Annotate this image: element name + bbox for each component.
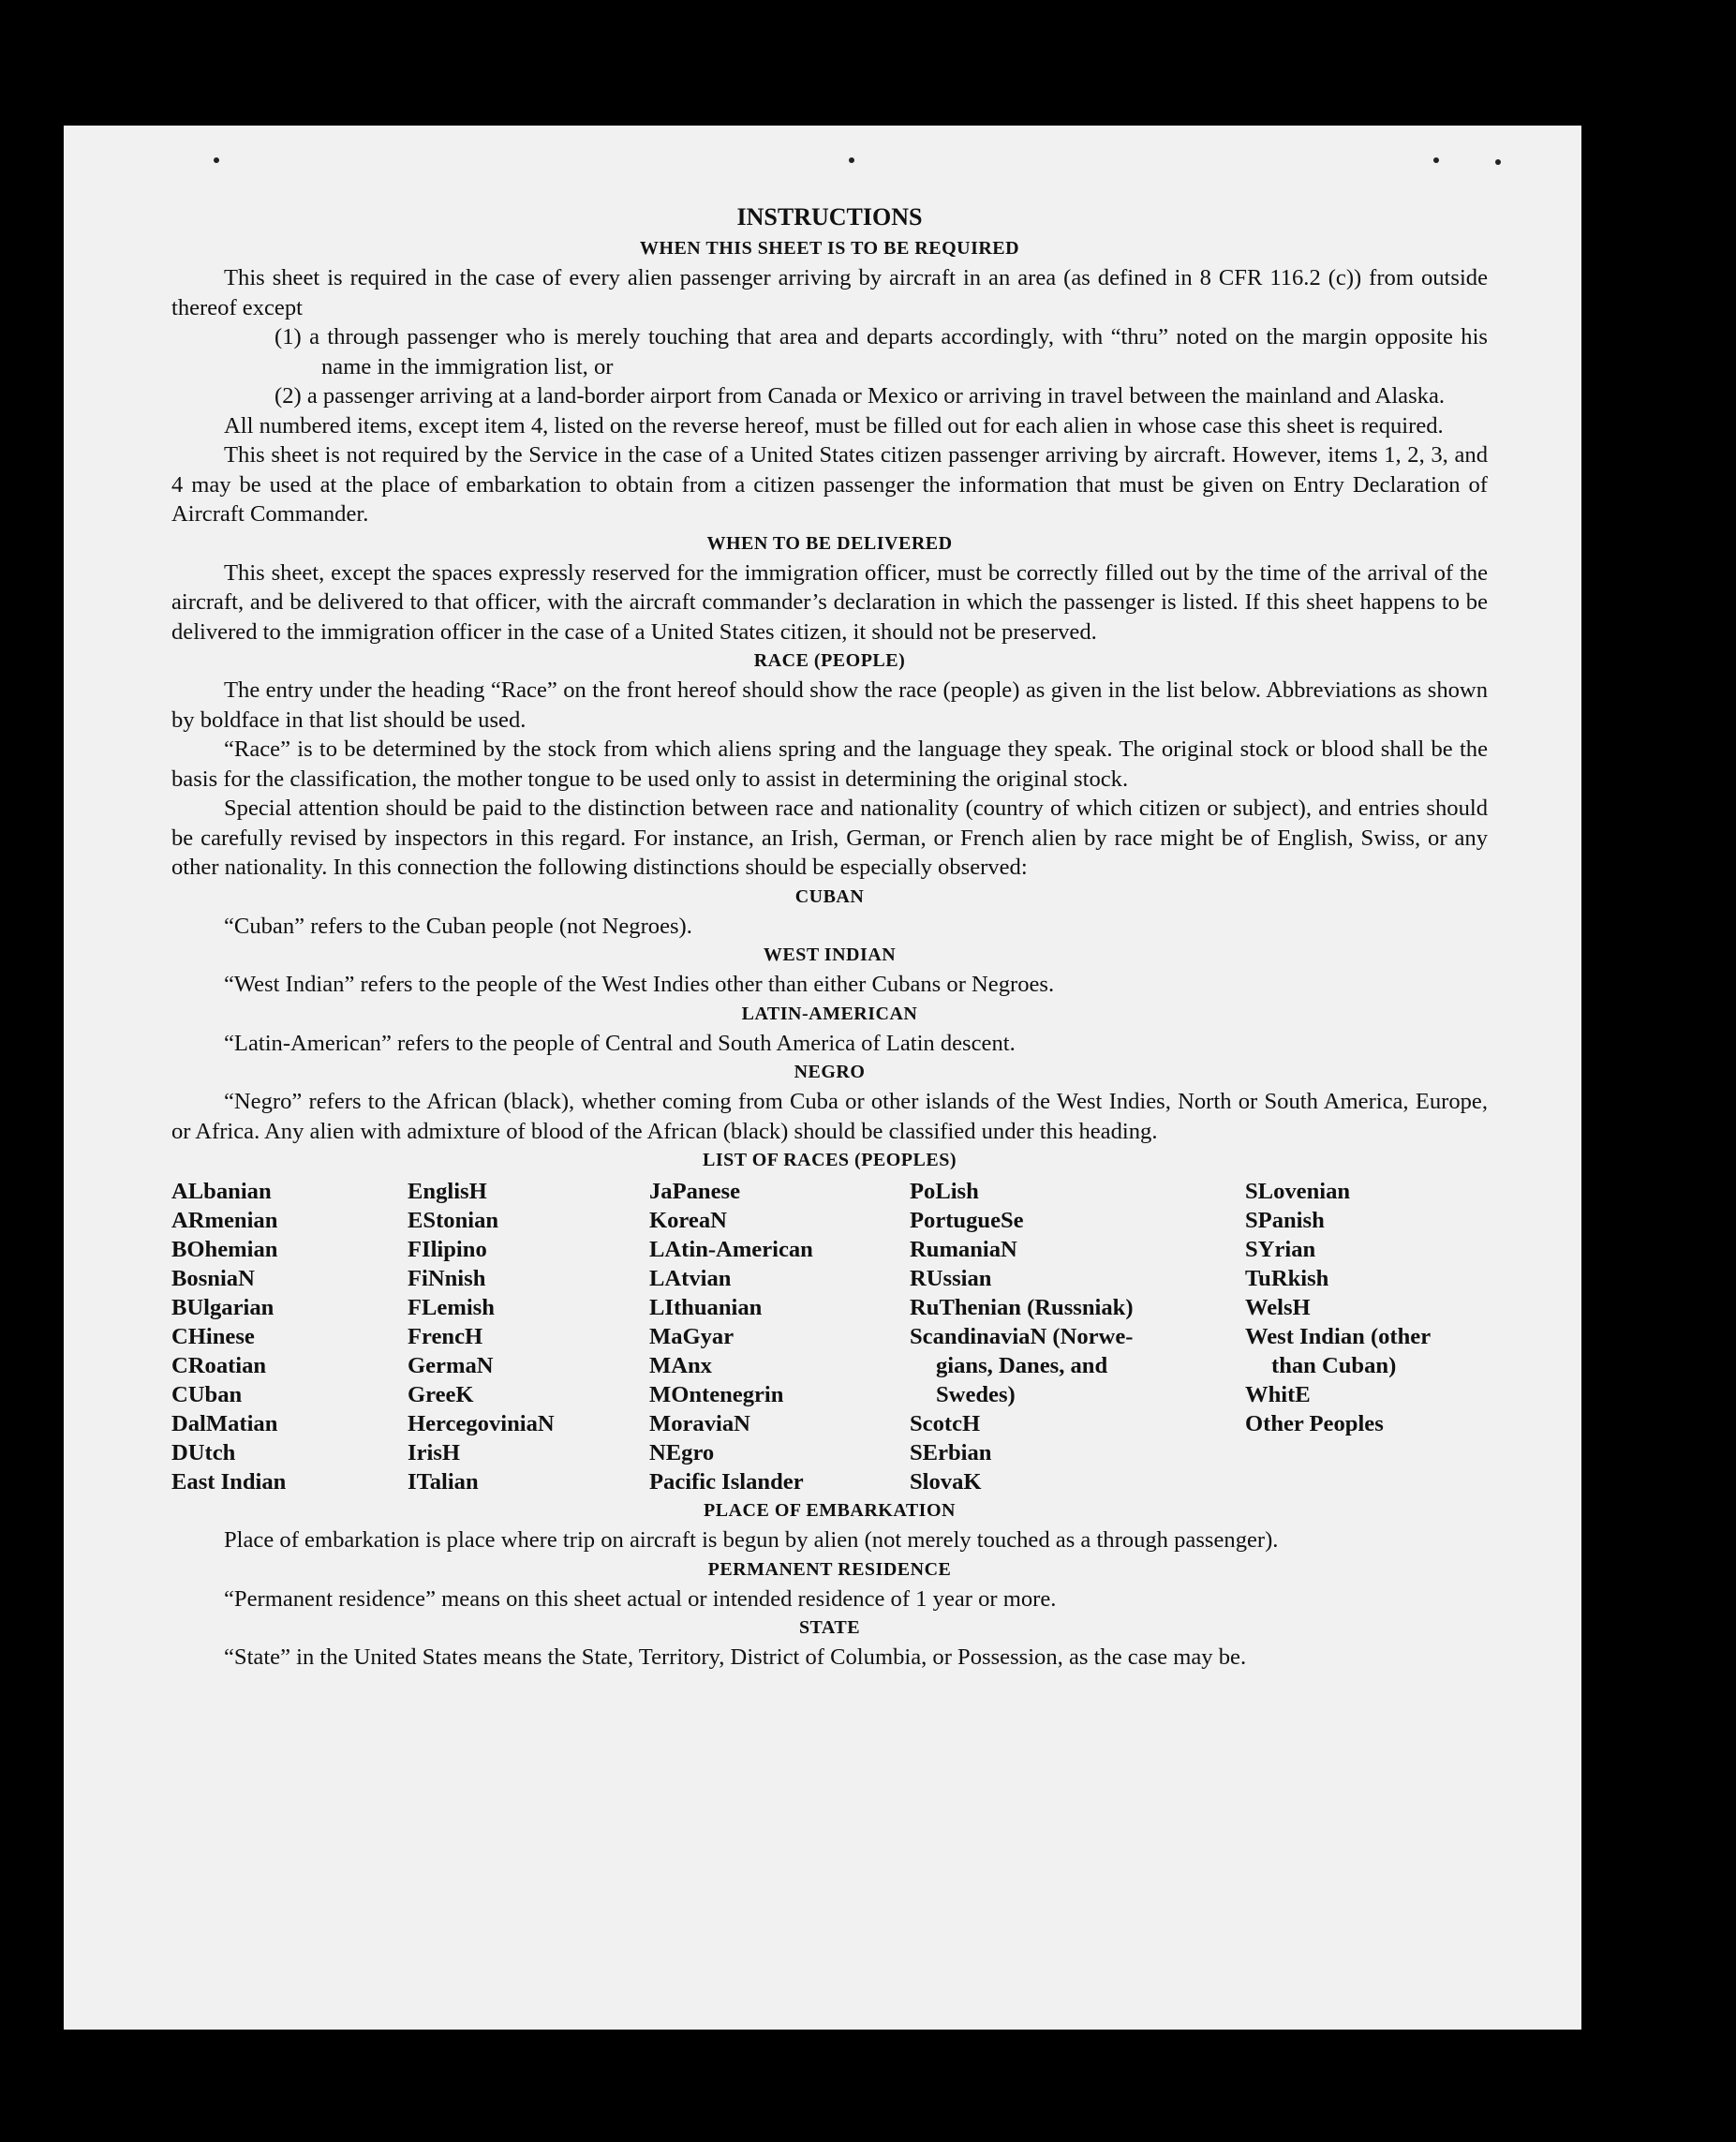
race-entry: BosniaN xyxy=(171,1266,255,1291)
definition: “Cuban” refers to the Cuban people (not Negroes). xyxy=(224,913,692,939)
section-heading: LIST OF RACES (PEOPLES) xyxy=(702,1150,957,1170)
page-title: INSTRUCTIONS xyxy=(736,203,923,231)
definition: “Negro” refers to the African (black), whether coming from Cuba or other islands of the West Indies, North or South America, Europe, or Africa. Any alien with admixture of blood of the African (black) should be classified under this heading. xyxy=(171,1089,1488,1144)
race-entry: BUlgarian xyxy=(171,1295,274,1320)
instructions-body xyxy=(171,201,1488,1673)
paragraph: “Race” is to be determined by the stock from which aliens spring and the language they speak. The original stock or blood shall be the basis for the classification, the mother tongue to be used only to assist in determining the original stock. xyxy=(171,736,1488,792)
race-entry: JaPanese xyxy=(649,1179,740,1204)
section-heading: WEST INDIAN xyxy=(763,945,897,965)
race-list xyxy=(171,1177,1488,1496)
scan-speck xyxy=(214,157,219,163)
race-entry: MaGyar xyxy=(649,1324,734,1349)
section-heading: RACE (PEOPLE) xyxy=(753,650,906,671)
race-entry: WhitE xyxy=(1245,1382,1311,1407)
race-entry: LAtvian xyxy=(649,1266,732,1291)
section-heading: CUBAN xyxy=(794,885,865,907)
race-entry: Pacific Islander xyxy=(649,1469,804,1495)
race-entry: West Indian (other xyxy=(1245,1324,1432,1349)
race-column xyxy=(171,1177,408,1496)
race-entry: ALbanian xyxy=(171,1179,272,1204)
race-entry: FrencH xyxy=(408,1324,483,1349)
race-entry: Swedes) xyxy=(936,1382,1016,1407)
section-heading: NEGRO xyxy=(794,1062,866,1082)
race-entry: GermaN xyxy=(408,1353,494,1378)
race-entry: RumaniaN xyxy=(910,1237,1017,1262)
race-entry: SLovenian xyxy=(1245,1179,1351,1204)
race-entry: LIthuanian xyxy=(649,1295,763,1320)
race-entry: GreeK xyxy=(408,1382,474,1407)
race-entry: East Indian xyxy=(171,1469,287,1495)
scan-speck xyxy=(1433,157,1439,163)
race-entry: FIlipino xyxy=(408,1237,487,1262)
race-entry: SlovaK xyxy=(910,1469,982,1495)
race-entry: IrisH xyxy=(408,1440,461,1465)
race-entry: WelsH xyxy=(1245,1295,1311,1320)
race-entry: BOhemian xyxy=(171,1237,278,1262)
race-entry: DalMatian xyxy=(171,1411,278,1436)
race-column xyxy=(408,1177,649,1496)
paragraph: The entry under the heading “Race” on the front hereof should show the race (people) as given in the list below. Abbreviations as shown by boldface in that list should be used. xyxy=(171,677,1488,733)
race-entry: PortugueSe xyxy=(910,1208,1024,1233)
race-column xyxy=(910,1177,1245,1496)
race-entry: FiNnish xyxy=(408,1266,486,1291)
section-heading: STATE xyxy=(798,1617,861,1638)
definition: “Latin-American” refers to the people of Central and South America of Latin descent. xyxy=(224,1030,1016,1056)
race-entry: ITalian xyxy=(408,1469,479,1495)
race-entry: ARmenian xyxy=(171,1208,278,1233)
race-entry: RUssian xyxy=(910,1266,992,1291)
definition: “State” in the United States means the State, Territory, District of Columbia, or Possession, as the case may be. xyxy=(224,1644,1247,1670)
race-entry: CRoatian xyxy=(171,1353,267,1378)
race-entry: MoraviaN xyxy=(649,1411,750,1436)
race-entry: EnglisH xyxy=(408,1179,487,1204)
race-entry: MAnx xyxy=(649,1353,712,1378)
scan-speck xyxy=(849,157,854,163)
section-heading: PLACE OF EMBARKATION xyxy=(704,1500,956,1521)
race-entry: RuThenian (Russniak) xyxy=(910,1295,1134,1320)
race-entry: SErbian xyxy=(910,1440,992,1465)
race-entry: EStonian xyxy=(408,1208,499,1233)
race-column xyxy=(1245,1177,1488,1496)
scan-speck xyxy=(1495,159,1501,165)
race-entry: LAtin-American xyxy=(649,1237,813,1262)
race-entry: DUtch xyxy=(171,1440,236,1465)
exception-item: (2) a passenger arriving at a land-border airport from Canada or Mexico or arriving in travel between the mainland and Alaska. xyxy=(274,383,1446,409)
race-entry: than Cuban) xyxy=(1271,1353,1397,1378)
paragraph: This sheet is required in the case of every alien passenger arriving by aircraft in an area (as defined in 8 CFR 116.2 (c)) from outside thereof except xyxy=(171,265,1488,320)
race-entry: Other Peoples xyxy=(1245,1411,1384,1436)
section-heading: WHEN THIS SHEET IS TO BE REQUIRED xyxy=(639,238,1020,259)
race-entry: SYrian xyxy=(1245,1237,1316,1262)
paragraph: This sheet is not required by the Service in the case of a United States citizen passenger arriving by aircraft. However, items 1, 2, 3, and 4 may be used at the place of embarkation to obtain from a citizen passenger the information that must be given on Entry Declaration of Aircraft Commander. xyxy=(171,442,1488,527)
section-heading: WHEN TO BE DELIVERED xyxy=(706,532,953,554)
race-entry: NEgro xyxy=(649,1440,715,1465)
race-entry: KoreaN xyxy=(649,1208,727,1233)
document-sheet xyxy=(64,126,1581,2030)
definition: “Permanent residence” means on this sheet actual or intended residence of 1 year or more. xyxy=(224,1585,1057,1612)
race-entry: gians, Danes, and xyxy=(936,1353,1108,1378)
section-heading: LATIN-AMERICAN xyxy=(741,1003,918,1024)
race-entry: HercegoviniaN xyxy=(408,1411,555,1436)
race-entry: ScandinaviaN (Norwe- xyxy=(910,1324,1134,1349)
exception-item: (1) a through passenger who is merely touching that area and departs accordingly, with “thru” noted on the margin opposite his name in the immigration list, or xyxy=(274,324,1488,379)
definition: “West Indian” refers to the people of the West Indies other than either Cubans or Negroes. xyxy=(224,972,1055,997)
race-entry: MOntenegrin xyxy=(649,1382,784,1407)
race-entry: CUban xyxy=(171,1382,243,1407)
definition: Place of embarkation is place where trip on aircraft is begun by alien (not merely touched as a through passenger). xyxy=(224,1527,1279,1553)
race-entry: CHinese xyxy=(171,1324,255,1349)
race-entry: ScotcH xyxy=(910,1411,981,1436)
race-column xyxy=(649,1177,910,1496)
race-entry: FLemish xyxy=(408,1295,495,1320)
race-entry: TuRkish xyxy=(1245,1266,1329,1291)
paragraph: All numbered items, except item 4, listed on the reverse hereof, must be filled out for each alien in whose case this sheet is required. xyxy=(224,412,1444,439)
race-entry: PoLish xyxy=(910,1179,979,1204)
paragraph: Special attention should be paid to the distinction between race and nationality (country of which citizen or subject), and entries should be carefully revised by inspectors in this regard. For instance, an Irish, German, or French alien by race might be of English, Swiss, or any other nationality. In this connection the following distinctions should be especially observed: xyxy=(171,796,1488,880)
paragraph: This sheet, except the spaces expressly reserved for the immigration officer, must be correctly filled out by the time of the arrival of the aircraft, and be delivered to that officer, with the aircraft commander’s declaration in which the passenger is listed. If this sheet happens to be delivered to the immigration officer in the case of a United States citizen, it should not be preserved. xyxy=(171,559,1488,645)
race-entry: SPanish xyxy=(1245,1208,1325,1233)
section-heading: PERMANENT RESIDENCE xyxy=(707,1558,952,1580)
